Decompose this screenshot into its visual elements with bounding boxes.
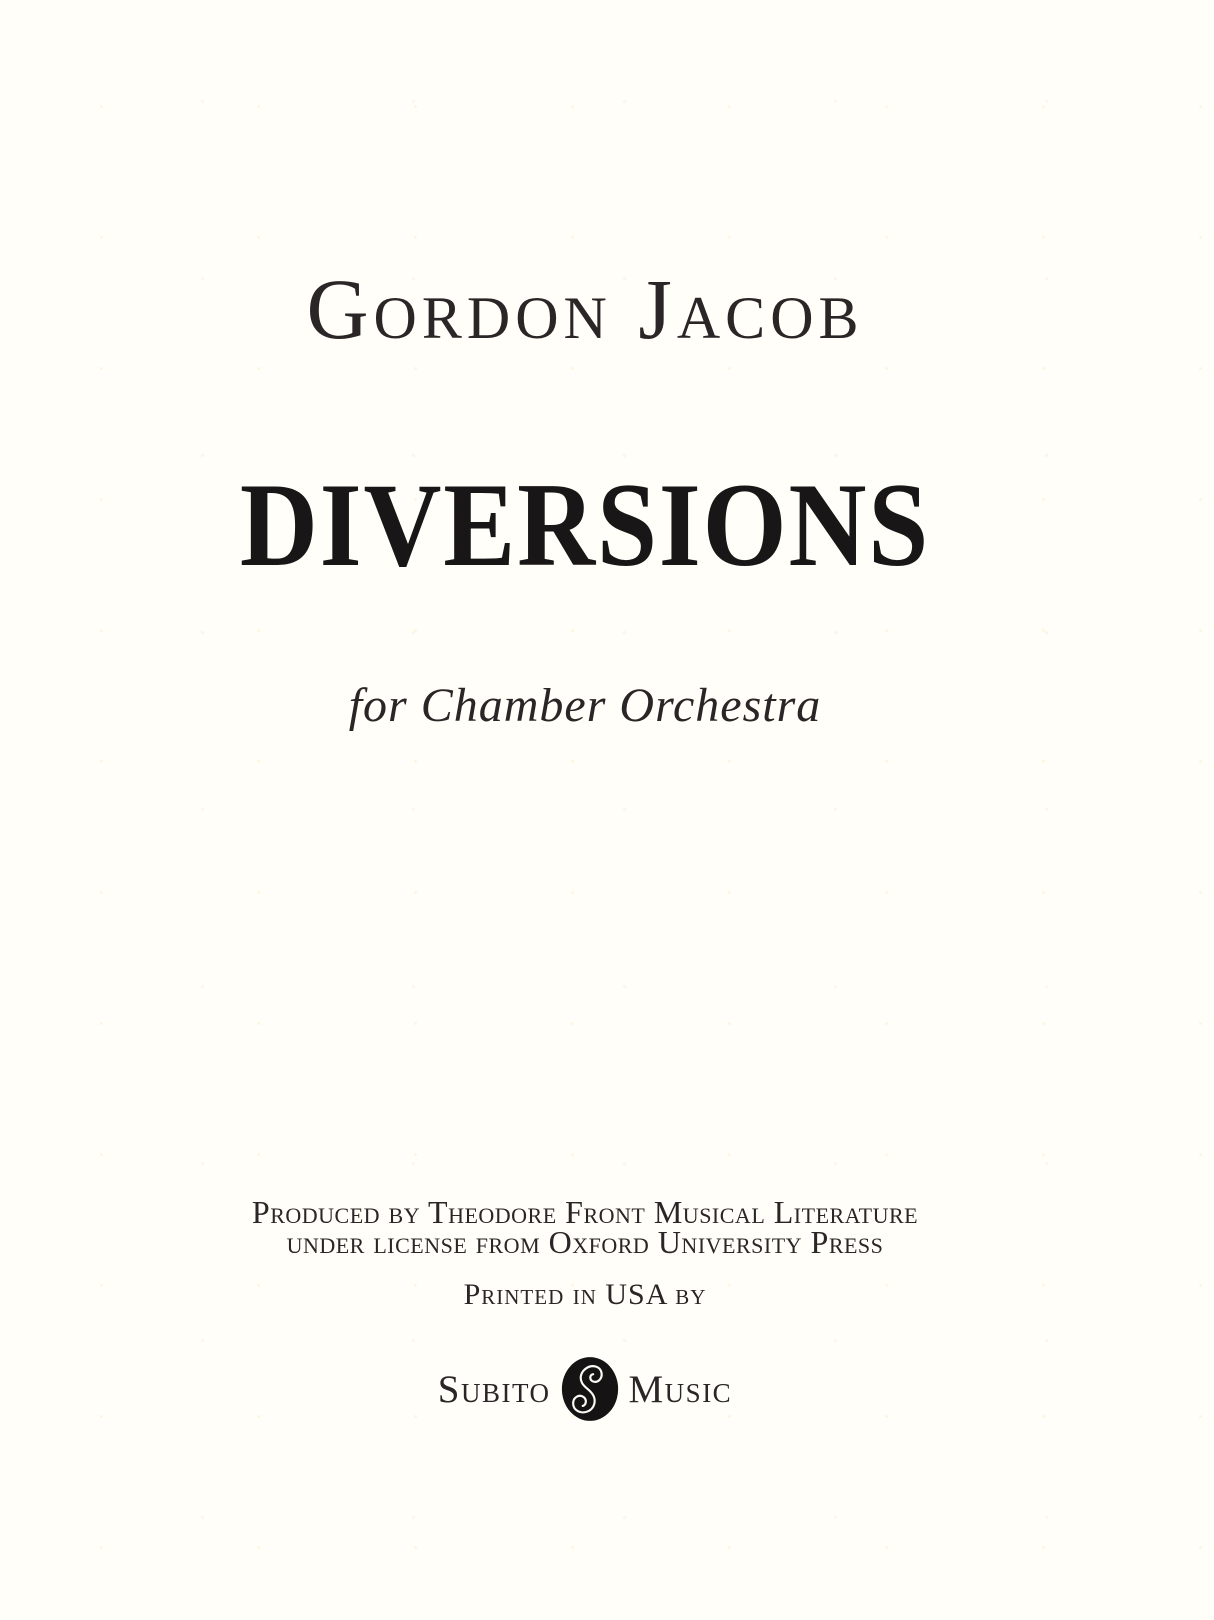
production-credits [0,1194,1170,1260]
credits-line-2: under license from Oxford University Press [286,1224,884,1260]
publisher-wordmark [0,1354,1170,1424]
publisher-word-music: Music [628,1367,733,1411]
subito-swirl-s-icon [560,1355,620,1423]
printed-in-usa-line: Printed in USA by [463,1278,707,1311]
composer-name: Gordon Jacob [306,261,864,357]
work-title: DIVERSIONS [239,458,931,591]
publisher-word-subito: Subito [437,1367,551,1411]
credits-line-1: Produced by Theodore Front Musical Literature [251,1194,919,1230]
work-subtitle: for Chamber Orchestra [348,679,822,732]
